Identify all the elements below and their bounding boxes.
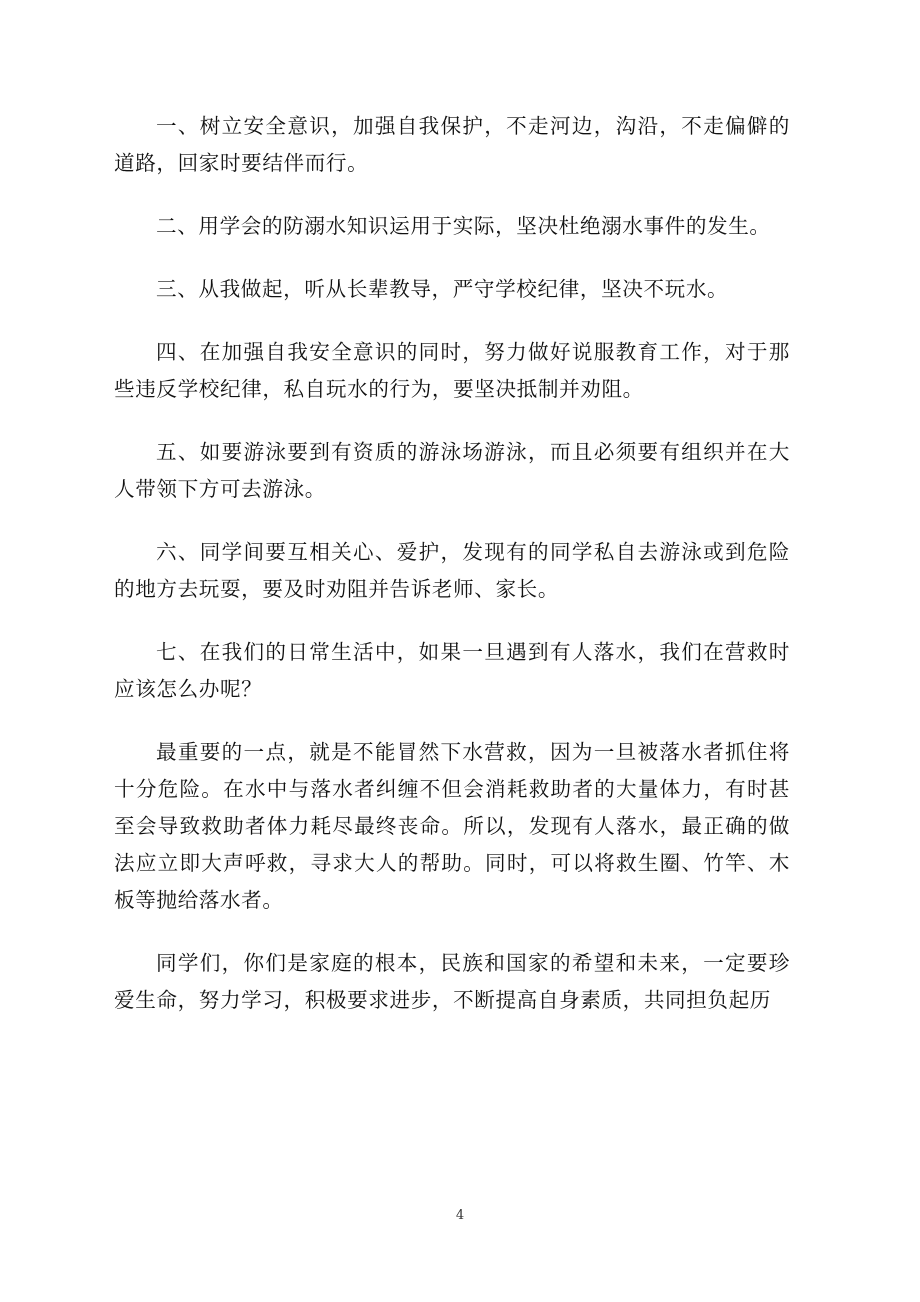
paragraph-5: 五、如要游泳要到有资质的游泳场游泳，而且必须要有组织并在大人带领下方可去游泳。 <box>114 440 790 501</box>
paragraph-1: 一、树立安全意识，加强自我保护，不走河边，沟沿，不走偏僻的道路，回家时要结伴而行。 <box>114 114 790 175</box>
paragraph-6: 六、同学间要互相关心、爱护，发现有的同学私自去游泳或到危险的地方去玩耍，要及时劝阻并告诉老师、家长。 <box>114 540 790 601</box>
paragraph-9: 同学们，你们是家庭的根本，民族和国家的希望和未来，一定要珍爱生命，努力学习，积极要求进步，不断提高自身素质，共同担负起历 <box>114 951 790 1012</box>
paragraph-4: 四、在加强自我安全意识的同时，努力做好说服教育工作，对于那些违反学校纪律，私自玩水的行为，要坚决抵制并劝阻。 <box>114 340 790 401</box>
document-body <box>114 108 790 1045</box>
paragraph-8: 最重要的一点，就是不能冒然下水营救，因为一旦被落水者抓住将十分危险。在水中与落水者纠缠不但会消耗救助者的大量体力，有时甚至会导致救助者体力耗尽最终丧命。所以，发现有人落水，最正确的做法应立即大声呼救，寻求大人的帮助。同时，可以将救生圈、竹竿、木板等抛给落水者。 <box>114 740 790 912</box>
page-number: 4 <box>455 1208 465 1223</box>
paragraph-7: 七、在我们的日常生活中，如果一旦遇到有人落水，我们在营救时应该怎么办呢？ <box>114 640 790 701</box>
paragraph-3: 三、从我做起，听从长辈教导，严守学校纪律，坚决不玩水。 <box>156 277 729 301</box>
paragraph-2: 二、用学会的防溺水知识运用于实际，坚决杜绝溺水事件的发生。 <box>156 214 771 238</box>
